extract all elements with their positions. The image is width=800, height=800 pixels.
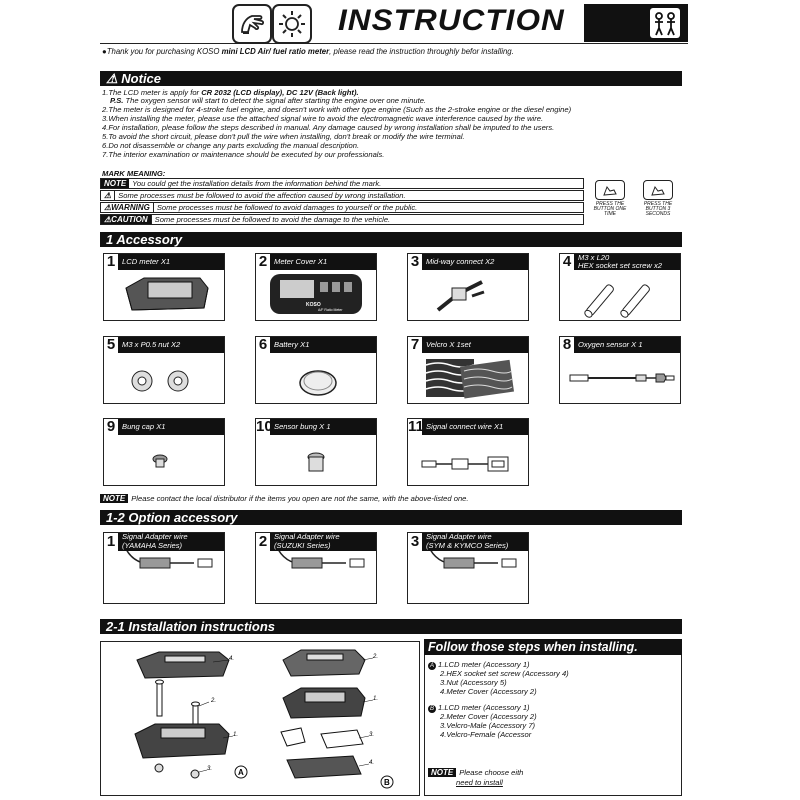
- option-bar: 1-2 Option accessory: [100, 510, 682, 525]
- mark-meaning-label: MARK MEANING:: [102, 169, 166, 178]
- notice-line: 2.The meter is designed for 4-stroke fuel engine, and doesn't work with other type engine (Such as the 2-stroke engine or the diesel engine): [102, 105, 572, 114]
- press-hold-button-icon: [643, 180, 673, 200]
- step-a-1: A 1.LCD meter (Accessory 1): [429, 660, 530, 669]
- hand-icon: [232, 4, 272, 44]
- page-title: INSTRUCTION: [338, 4, 565, 37]
- mark-warning-row: ⚠WARNING Some processes must be followed to avoid damages to yourself or the public.: [100, 202, 584, 213]
- step-b-1: B 1.LCD meter (Accessory 1): [429, 703, 530, 712]
- accessory-card-3: 3 Mid-way connect X2: [407, 253, 529, 321]
- accessory-card-11: 11 Signal connect wire X1: [407, 418, 529, 486]
- accessory-card-2: 2 Meter Cover X1 KOSO A/F Ratio Meter: [255, 253, 377, 321]
- diagram-b-label-3: 3.: [369, 732, 375, 738]
- accessory-card-6: 6 Battery X1: [255, 336, 377, 404]
- mid-way-connect-image: [408, 270, 528, 320]
- press-three-indicator: PRESS THE BUTTON 3 SECONDS: [638, 180, 678, 217]
- diagram-b-label-1: 1.: [373, 696, 379, 702]
- hex-screw-image: [560, 270, 680, 320]
- header-black-block: [584, 4, 688, 42]
- meter-sub-text: A/F Ratio Meter: [318, 308, 343, 312]
- accessory-note: NOTE Please contact the local distributor if the items you open are not the same, with the above-listed one.: [100, 494, 682, 505]
- mark-note-row: NOTE You could get the installation details from the information behind the mark.: [100, 178, 584, 189]
- install-bar: 2-1 Installation instructions: [100, 619, 682, 634]
- caution-triangle-icon: ⚠: [104, 215, 112, 224]
- intro-text: ●Thank you for purchasing KOSO mini LCD Air/ fuel ratio meter, please read the instruction throughly befor installing.: [102, 47, 514, 56]
- diagram-a-label-1: 1.: [233, 732, 239, 738]
- step-b-3: 3.Velcro-Male (Accessory 7): [440, 721, 536, 730]
- accessory-card-10: 10 Sensor bung X 1: [255, 418, 377, 486]
- step-a-4: 4.Meter Cover (Accessory 2): [440, 687, 537, 696]
- meter-cover-image: [256, 270, 376, 320]
- accessory-bar: 1 Accessory: [100, 232, 682, 247]
- notice-line: 7.The interior examination or maintenance should be executed by our professionals.: [102, 150, 385, 159]
- installation-diagram: [100, 641, 420, 796]
- battery-image: [256, 353, 376, 403]
- notice-line: 5.To avoid the short circuit, please don't pull the wire when installing, don't break or modify the wire terminal.: [102, 132, 465, 141]
- oxygen-sensor-image: [560, 353, 680, 403]
- notice-ps: P.S. The oxygen sensor will start to detect the signal after starting the engine over one minute.: [110, 96, 427, 105]
- press-one-indicator: PRESS THE BUTTON ONE TIME: [590, 180, 630, 217]
- warning-triangle-icon: ⚠: [104, 203, 112, 212]
- press-button-icon: [595, 180, 625, 200]
- diagram-a-label-3: 3.: [207, 766, 213, 772]
- option-card-1: 1 Signal Adapter wire (YAMAHA Series): [103, 532, 225, 604]
- accessory-card-9: 9 Bung cap X1: [103, 418, 225, 486]
- lock-people-icon: [650, 8, 680, 38]
- lcd-meter-image: [104, 270, 224, 320]
- velcro-image: [408, 353, 528, 403]
- diagram-a: [135, 652, 247, 778]
- accessory-card-7: 7 Velcro X 1set: [407, 336, 529, 404]
- gear-sun-icon: [272, 4, 312, 44]
- follow-steps-heading: Follow those steps when installing.: [424, 639, 682, 655]
- option-card-2: 2 Signal Adapter wire (SUZUKI Series): [255, 532, 377, 604]
- attention-triangle-icon: ⚠: [104, 191, 112, 200]
- mark-caution-row: ⚠CAUTION Some processes must be followed to avoid the damage to the vehicle.: [100, 214, 584, 225]
- diagram-a-marker: A: [238, 768, 244, 777]
- warning-triangle-icon: ⚠: [106, 71, 118, 86]
- accessory-card-1: 1 LCD meter X1: [103, 253, 225, 321]
- step-b-2: 2.Meter Cover (Accessory 2): [440, 712, 537, 721]
- header-rule: [100, 43, 688, 44]
- nut-image: [104, 353, 224, 403]
- signal-wire-image: [408, 435, 528, 485]
- diagram-a-label-2: 2.: [211, 698, 217, 704]
- step-a-3: 3.Nut (Accessory 5): [440, 678, 507, 687]
- accessory-card-4: 4 M3 x L20 HEX socket set screw x2: [559, 253, 681, 321]
- mark-attention-row: ⚠ Some processes must be followed to avoid the affection caused by wrong installation.: [100, 190, 584, 201]
- install-note-line-2: need to install: [456, 778, 503, 787]
- diagram-a-label-4: 4.: [229, 656, 235, 662]
- diagram-b: [281, 650, 393, 788]
- diagram-b-label-4: 4.: [369, 760, 375, 766]
- step-b-4: 4.Velcro-Female (Accessor: [440, 730, 532, 739]
- sensor-bung-image: [256, 435, 376, 485]
- meter-brand-text: KOSO: [306, 302, 321, 308]
- notice-line-1: 1.The LCD meter is apply for CR 2032 (LCD display), DC 12V (Back light).: [102, 88, 359, 97]
- accessory-card-5: 5 M3 x P0.5 nut X2: [103, 336, 225, 404]
- accessory-card-8: 8 Oxygen sensor X 1: [559, 336, 681, 404]
- notice-line: 3.When installing the meter, please use the attached signal wire to avoid the electromagnetic wave interference caused by the wire.: [102, 114, 544, 123]
- option-card-3: 3 Signal Adapter wire (SYM & KYMCO Series): [407, 532, 529, 604]
- bung-cap-image: [104, 435, 224, 485]
- notice-line: 4.For installation, please follow the steps described in manual. Any damage caused by wrong installation shall be imputed to the users.: [102, 123, 555, 132]
- install-note: NOTE Please choose eith: [428, 768, 523, 777]
- diagram-b-marker: B: [384, 778, 390, 787]
- notice-bar: ⚠ Notice: [100, 71, 682, 86]
- notice-line: 6.Do not disassemble or change any parts excluding the manual description.: [102, 141, 360, 150]
- step-a-2: 2.HEX socket set screw (Accessory 4): [440, 669, 569, 678]
- diagram-b-label-2: 2.: [373, 654, 379, 660]
